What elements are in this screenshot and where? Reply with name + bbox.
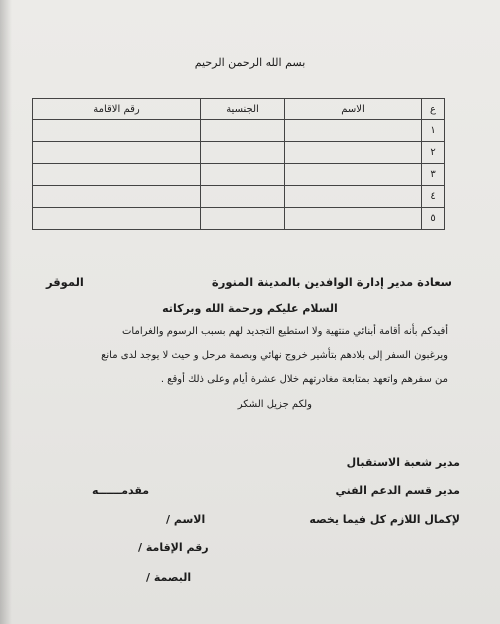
row-number: ٢: [422, 142, 445, 164]
addressee-line: [46, 275, 452, 289]
table-row: [33, 186, 445, 208]
letter-body-line-2: ويرغبون السفر إلى بلادهم بتأشير خروج نهائي وبصمة مرحل و حيث لا يوجد لدى مانع: [101, 350, 448, 361]
greeting-text: السلام عليكم ورحمة الله وبركاته: [162, 302, 338, 315]
basmala-heading: بسم الله الرحمن الرحيم: [194, 56, 306, 69]
table-row: [33, 142, 445, 164]
reception-director-text: مدير شعبة الاستقبال: [346, 456, 460, 469]
addressee-text: سعادة مدير إدارة الوافدين بالمدينة المنورة: [211, 275, 452, 289]
row-number: ٣: [422, 164, 445, 186]
table-row: [33, 120, 445, 142]
nationality-cell: [201, 164, 285, 186]
presented-by-text: مقدمــــــه: [92, 484, 150, 497]
row-number: ٥: [422, 208, 445, 230]
name-cell: [285, 142, 422, 164]
iqama-cell: [33, 208, 201, 230]
nationality-cell: [201, 142, 285, 164]
iqama-cell: [33, 186, 201, 208]
name-cell: [285, 164, 422, 186]
honorific-text: الموقر: [46, 275, 84, 289]
tech-support-director-text: مدير قسم الدعم الفني: [335, 484, 460, 497]
table-row: [33, 164, 445, 186]
header-iqama: رقم الاقامة: [33, 99, 201, 120]
fingerprint-field-label: البصمة /: [146, 571, 192, 584]
iqama-field-label: رقم الإقامة /: [138, 541, 209, 554]
row-number: ٤: [422, 186, 445, 208]
letter-body-line-3: من سفرهم واتعهد بمتابعة مغادرتهم خلال عشرة أيام وعلى ذلك أوقع .: [160, 374, 448, 385]
letter-body-line-1: أفيدكم بأنه أقامة أبنائي منتهية ولا استطيع التجديد لهم بسبب الرسوم والغرامات: [122, 326, 448, 337]
iqama-cell: [33, 142, 201, 164]
header-nationality: الجنسية: [201, 99, 285, 120]
table-row: [33, 208, 445, 230]
nationality-cell: [201, 120, 285, 142]
name-cell: [285, 186, 422, 208]
header-name: الاسم: [285, 99, 422, 120]
name-field-label: الاسم /: [166, 513, 206, 526]
iqama-cell: [33, 120, 201, 142]
complete-necessary-text: لإكمال اللازم كل فيما يخصه: [309, 513, 460, 526]
header-number: ع: [422, 99, 445, 120]
name-cell: [285, 120, 422, 142]
nationality-cell: [201, 186, 285, 208]
name-cell: [285, 208, 422, 230]
thanks-text: ولكم جزيل الشكر: [237, 399, 312, 410]
row-number: ١: [422, 120, 445, 142]
table-header-row: [33, 99, 445, 120]
nationality-cell: [201, 208, 285, 230]
persons-table: [32, 98, 445, 230]
iqama-cell: [33, 164, 201, 186]
